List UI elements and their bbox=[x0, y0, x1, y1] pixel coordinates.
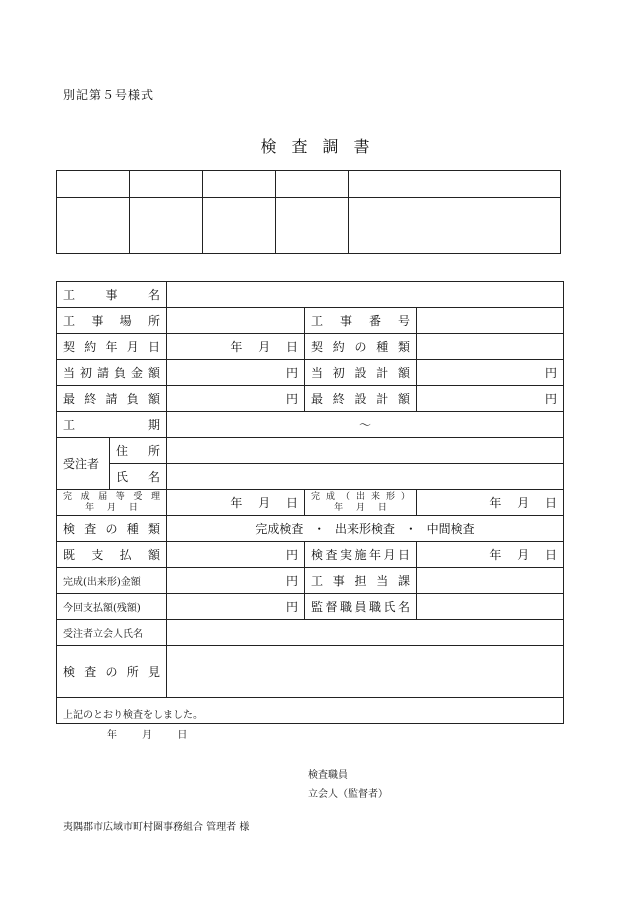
statement-date: 年 月 日 bbox=[107, 730, 188, 741]
label-construction-dept: 工事担当課 bbox=[305, 568, 417, 594]
value-name bbox=[167, 464, 564, 490]
row-findings bbox=[57, 646, 564, 698]
label-inspection-findings: 検査の所見 bbox=[57, 646, 167, 698]
page-title: 検査調書 bbox=[260, 137, 385, 156]
inspection-table bbox=[56, 281, 564, 833]
value-contract-date: 年 月 日 bbox=[167, 334, 305, 360]
value-inspection-types: 完成検査 ・ 出来形検査 ・ 中間検査 bbox=[167, 516, 564, 542]
approval-cell bbox=[203, 171, 276, 198]
completion-line1: 完成（出来形） bbox=[311, 491, 411, 502]
statement-text: 上記のとおり検査をしました。 bbox=[63, 710, 203, 721]
row-current-payment bbox=[57, 594, 564, 620]
approval-cell bbox=[203, 198, 276, 254]
label-initial-contract-amount: 当初請負金額 bbox=[57, 360, 167, 386]
label-contract-type: 契約の種類 bbox=[305, 334, 417, 360]
row-paid bbox=[57, 542, 564, 568]
label-inspection-date: 検査実施年月日 bbox=[305, 542, 417, 568]
value-inspection-findings bbox=[167, 646, 564, 698]
label-witness-name: 受注者立会人氏名 bbox=[57, 620, 167, 646]
approval-cell bbox=[349, 171, 561, 198]
label-final-contract-amount: 最終請負額 bbox=[57, 386, 167, 412]
value-completion-amount: 円 bbox=[167, 568, 305, 594]
value-initial-design-amount: 円 bbox=[417, 360, 564, 386]
value-construction-number bbox=[417, 308, 564, 334]
label-contract-date: 契約年月日 bbox=[57, 334, 167, 360]
value-supervisor-name bbox=[417, 594, 564, 620]
label-completion bbox=[305, 490, 417, 516]
row-contract-date bbox=[57, 334, 564, 360]
value-current-payment: 円 bbox=[167, 594, 305, 620]
row-contractor-name bbox=[57, 464, 564, 490]
row-completion-amount bbox=[57, 568, 564, 594]
value-final-design-amount: 円 bbox=[417, 386, 564, 412]
completion-notice-line2: 年 月 日 bbox=[85, 502, 138, 513]
label-completion-amount: 完成(出来形)金額 bbox=[57, 568, 167, 594]
value-paid-amount: 円 bbox=[167, 542, 305, 568]
label-current-payment: 今回支払額(残額) bbox=[57, 594, 167, 620]
row-final-amount bbox=[57, 386, 564, 412]
approval-cell bbox=[57, 171, 130, 198]
value-completion: 年 月 日 bbox=[417, 490, 564, 516]
value-initial-contract-amount: 円 bbox=[167, 360, 305, 386]
label-address: 住所 bbox=[110, 438, 167, 464]
label-contractor: 受注者 bbox=[57, 438, 110, 490]
inspector-label: 検査職員 bbox=[308, 770, 348, 781]
label-final-design-amount: 最終設計額 bbox=[305, 386, 417, 412]
row-contractor-address bbox=[57, 438, 564, 464]
label-supervisor-name: 監督職員職氏名 bbox=[305, 594, 417, 620]
value-inspection-date: 年 月 日 bbox=[417, 542, 564, 568]
witness-label: 立会人（監督者） bbox=[308, 789, 388, 800]
value-contract-type bbox=[417, 334, 564, 360]
label-period: 工期 bbox=[57, 412, 167, 438]
value-construction-dept bbox=[417, 568, 564, 594]
row-inspection-type bbox=[57, 516, 564, 542]
label-construction-number: 工事番号 bbox=[305, 308, 417, 334]
approval-cell bbox=[276, 171, 349, 198]
label-name: 氏名 bbox=[110, 464, 167, 490]
approval-cell bbox=[57, 198, 130, 254]
completion-notice-line1: 完成届等受理 bbox=[63, 491, 161, 502]
addressee: 夷隅郡市広域市町村圏事務組合 管理者 様 bbox=[63, 822, 250, 833]
row-witness bbox=[57, 620, 564, 646]
approval-stamp-table bbox=[56, 170, 561, 254]
label-initial-design-amount: 当初設計額 bbox=[305, 360, 417, 386]
label-construction-name: 工事名 bbox=[57, 282, 167, 308]
value-completion-notice: 年 月 日 bbox=[167, 490, 305, 516]
value-witness-name bbox=[167, 620, 564, 646]
row-statement bbox=[57, 698, 564, 724]
approval-cell bbox=[130, 171, 203, 198]
row-completion-dates bbox=[57, 490, 564, 516]
value-period: ～ bbox=[167, 412, 564, 438]
label-inspection-type: 検査の種類 bbox=[57, 516, 167, 542]
statement-cell bbox=[57, 698, 564, 833]
completion-line2: 年 月 日 bbox=[334, 502, 387, 513]
approval-cell bbox=[349, 198, 561, 254]
label-construction-site: 工事場所 bbox=[57, 308, 167, 334]
value-address bbox=[167, 438, 564, 464]
row-period bbox=[57, 412, 564, 438]
label-completion-notice bbox=[57, 490, 167, 516]
value-construction-name bbox=[167, 282, 564, 308]
approval-cell bbox=[130, 198, 203, 254]
row-construction-name bbox=[57, 282, 564, 308]
value-final-contract-amount: 円 bbox=[167, 386, 305, 412]
value-construction-site bbox=[167, 308, 305, 334]
form-id: 別記第５号様式 bbox=[63, 88, 155, 102]
label-paid-amount: 既支払額 bbox=[57, 542, 167, 568]
approval-cell bbox=[276, 198, 349, 254]
row-site bbox=[57, 308, 564, 334]
row-initial-amount bbox=[57, 360, 564, 386]
